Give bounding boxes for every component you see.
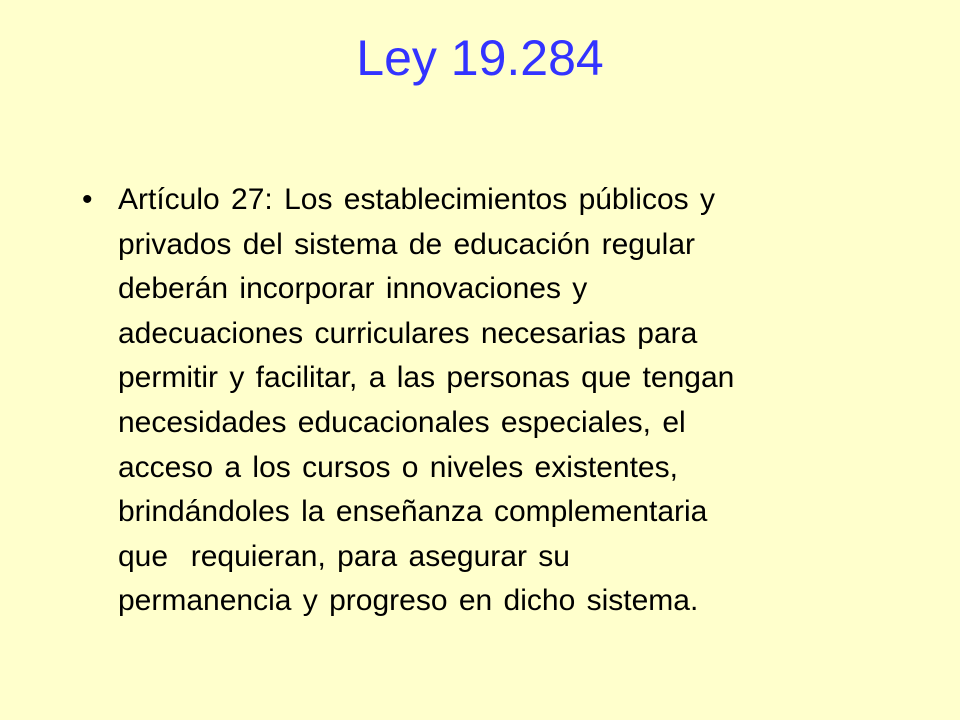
bullet-icon: • xyxy=(82,183,93,216)
bullet-list xyxy=(76,178,866,624)
bullet-text-line: permanencia y progreso en dicho sistema. xyxy=(118,584,699,618)
bullet-item-articulo-27 xyxy=(76,178,866,624)
bullet-text-line: deberán incorporar innovaciones y xyxy=(118,272,588,306)
bullet-text-line: brindándoles la enseñanza complementaria xyxy=(118,495,708,529)
bullet-text-line: permitir y facilitar, a las personas que tengan xyxy=(118,361,735,395)
bullet-text-line: adecuaciones curriculares necesarias para xyxy=(118,316,698,350)
bullet-text-line: Artículo 27: Los establecimientos públicos y xyxy=(118,183,715,216)
slide-title: Ley 19.284 xyxy=(356,30,604,86)
bullet-text-line: que requieran, para asegurar su xyxy=(118,539,570,573)
bullet-text-line: acceso a los cursos o niveles existentes, xyxy=(118,450,678,484)
bullet-text-line: necesidades educacionales especiales, el xyxy=(118,405,686,439)
bullet-text-line: privados del sistema de educación regular xyxy=(118,227,695,261)
